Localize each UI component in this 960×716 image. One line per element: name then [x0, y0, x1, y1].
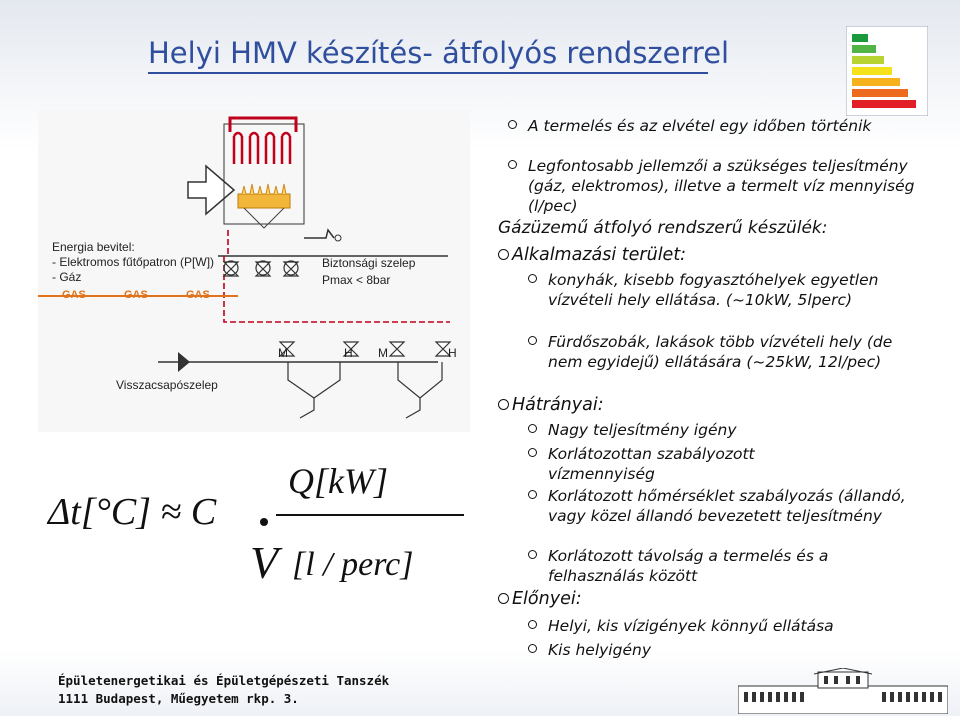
check-valve-label: Visszacsapószelep [116, 378, 218, 392]
list-item: Kis helyigény [548, 640, 928, 660]
energy-input-label: Energia bevitel: [52, 240, 135, 254]
gas-label: GAS [186, 289, 210, 301]
list-item: Nagy teljesítmény igény [548, 420, 928, 440]
list-item: Alkalmazási terület: [512, 244, 932, 266]
water-heater-diagram [38, 110, 470, 432]
footer-address: 1111 Budapest, Műegyetem rkp. 3. [58, 691, 299, 706]
safety-valve-label: Biztonsági szelep [322, 256, 416, 270]
formula-v-symbol: V [250, 537, 279, 588]
gas-label: GAS [124, 289, 148, 301]
tap-label-mixed: M [378, 346, 388, 360]
university-building-icon [738, 668, 948, 714]
energy-input-gas: - Gáz [52, 270, 82, 284]
footer-department: Épületenergetikai és Épületgépészeti Tanszék [58, 673, 390, 688]
flow-formula [38, 456, 478, 596]
list-item: Korlátozott hőmérséklet szabályozás (állandó, vagy közel állandó bevezetett teljesítmény [548, 486, 918, 526]
footer [58, 672, 389, 708]
list-item: Korlátozott távolság a termelés és a felhasználás között [548, 546, 888, 586]
dot-accent [260, 518, 268, 526]
gas-label: GAS [62, 289, 86, 301]
energy-input-electric: - Elektromos fűtőpatron (P[W]) [52, 255, 215, 269]
formula-denominator: [l / perc] [292, 546, 414, 583]
schematic-drawing [38, 110, 470, 432]
list-item: Helyi, kis vízigények könnyű ellátása [548, 616, 928, 636]
energy-rating-icon [846, 26, 928, 116]
tap-label-hot: H [448, 346, 457, 360]
pmax-label: Pmax < 8bar [322, 273, 391, 287]
list-item: Korlátozottan szabályozott vízmennyiség [548, 444, 808, 484]
list-item: Legfontosabb jellemzői a szükséges teljesítmény (gáz, elektromos), illetve a termelt víz mennyiség (l/pec) [528, 156, 928, 216]
section-heading: Gázüzemű átfolyó rendszerű készülék: [498, 218, 828, 238]
slide-title: Helyi HMV készítés- átfolyós rendszerrel [148, 36, 730, 70]
tap-label-mixed: M [278, 346, 288, 360]
title-underline [148, 72, 708, 74]
list-item: Előnyei: [512, 588, 932, 610]
list-item: Fürdőszobák, lakások több vízvételi hely (de nem egyidejű) ellátására (~25kW, 12l/pec) [548, 332, 928, 372]
formula-lhs: Δt[°C] ≈ C [48, 491, 217, 533]
list-item: konyhák, kisebb fogyasztóhelyek egyetlen vízvételi hely ellátása. (~10kW, 5lperc) [548, 270, 928, 310]
tap-label-hot: H [344, 346, 353, 360]
list-item: Hátrányai: [512, 394, 932, 416]
list-item: A termelés és az elvétel egy időben történik [528, 116, 928, 136]
formula-numerator: Q[kW] [288, 461, 388, 501]
fraction-bar [276, 514, 464, 516]
